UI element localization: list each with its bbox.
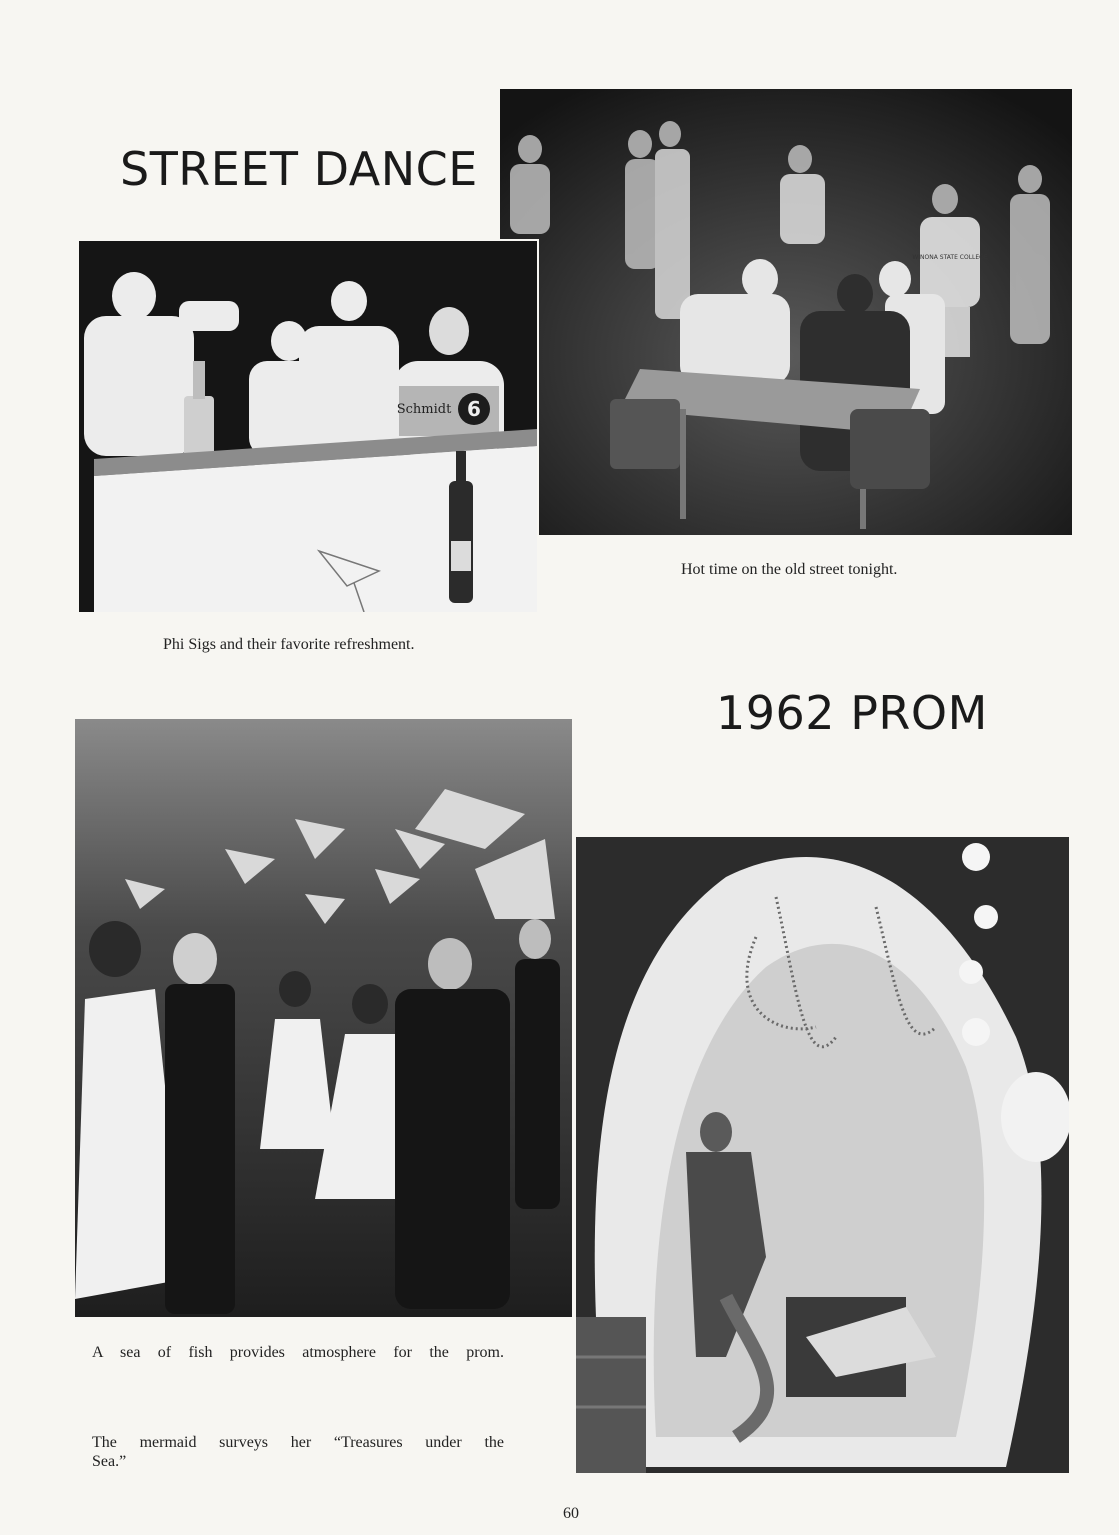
hot-time-caption: Hot time on the old street tonight. <box>681 561 898 578</box>
mermaid-caption-line1: The mermaid surveys her “Treasures under the <box>92 1434 504 1451</box>
street-dance-crowd-photo <box>500 89 1072 535</box>
six-pack-number: 6 <box>467 397 481 421</box>
phi-sigs-caption: Phi Sigs and their favorite refreshment. <box>163 636 415 653</box>
mermaid-caption-line2: Sea.” <box>92 1453 127 1470</box>
phi-sigs-refreshment-photo <box>79 239 539 612</box>
street-dance-heading: STREET DANCE <box>120 142 478 196</box>
mermaid-treasures-photo <box>576 837 1069 1473</box>
prom-heading: 1962 PROM <box>716 686 988 740</box>
prom-dance-floor-photo <box>75 719 572 1317</box>
sea-of-fish-caption: A sea of fish provides atmosphere for the prom. <box>92 1344 504 1361</box>
schmidt-sign-text: Schmidt <box>396 402 452 417</box>
page-number: 60 <box>563 1505 579 1522</box>
sweatshirt-print: WINONA STATE COLLEGE <box>912 254 988 261</box>
